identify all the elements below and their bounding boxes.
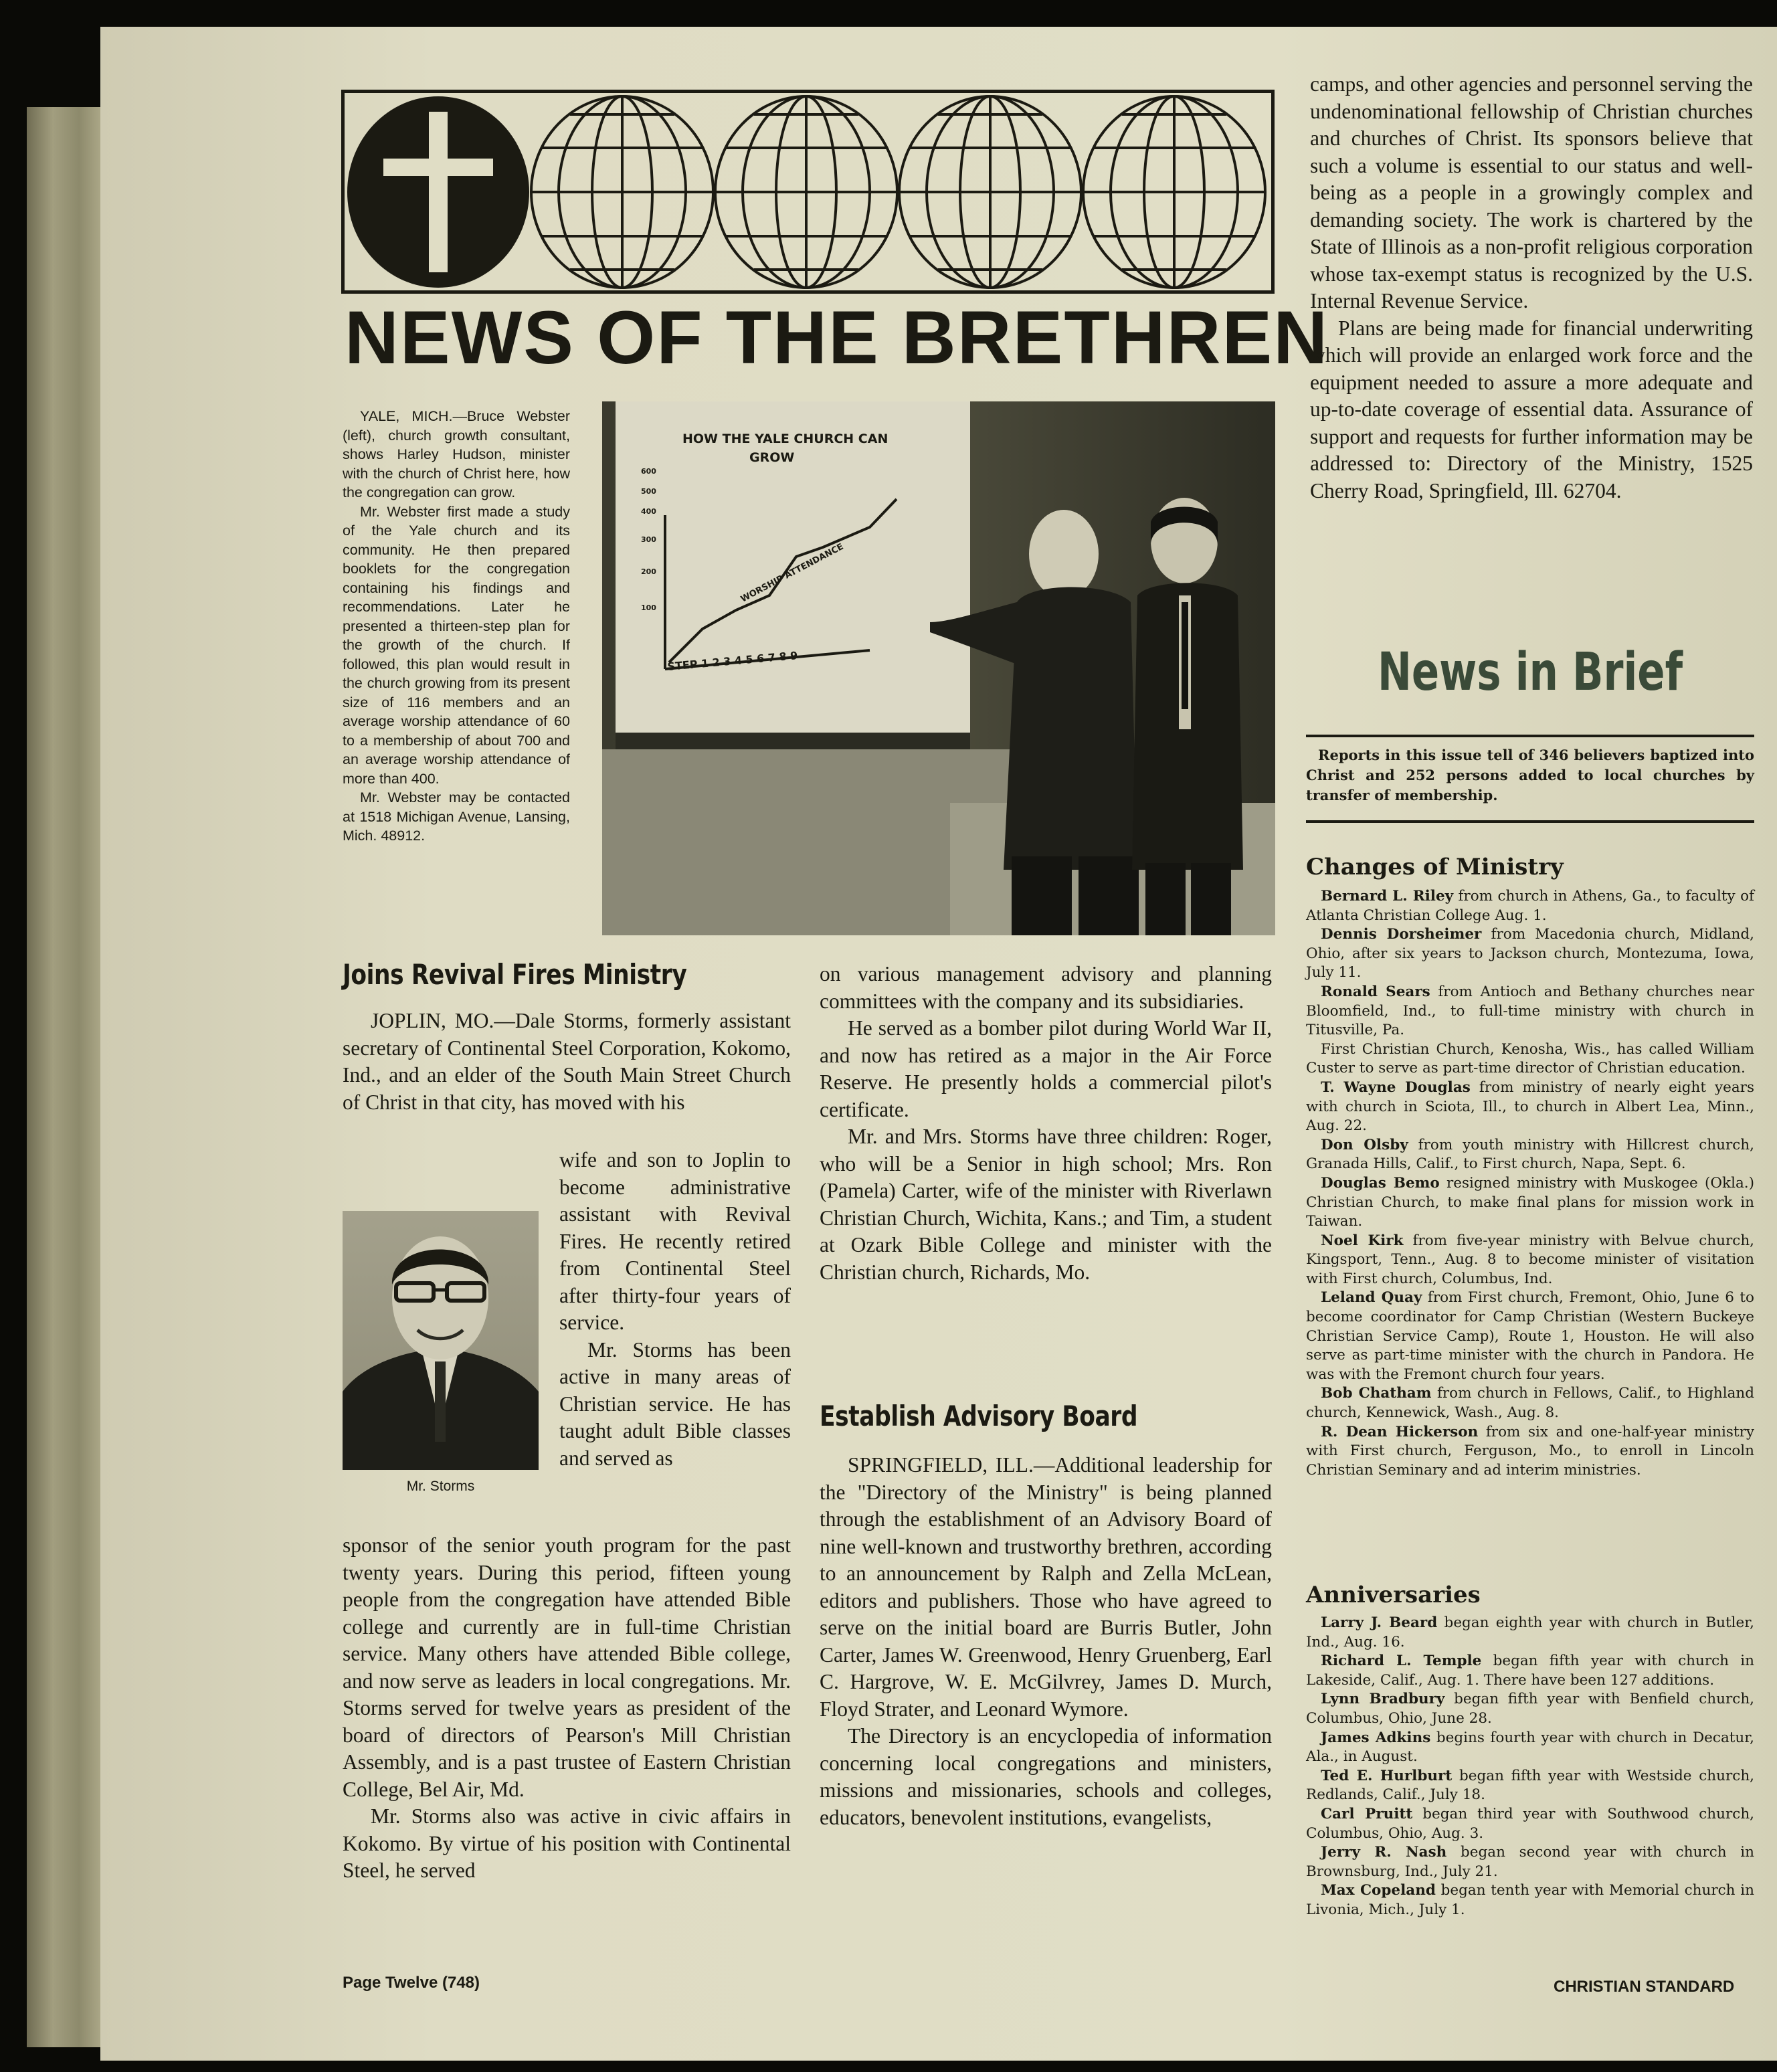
changes-item	[1306, 925, 1754, 983]
changes-item	[1306, 1174, 1754, 1232]
changes-item	[1306, 983, 1754, 1040]
publication-name-footer: CHRISTIAN STANDARD	[1554, 1978, 1735, 1996]
changes-item-text: from youth ministry with Hillcrest church, Granada Hills, Calif., to First church, Napa, Sept. 6.	[1306, 1136, 1754, 1173]
chart-series-label: WORSHIP ATTENDANCE	[739, 541, 846, 605]
chart-y-tick: 100	[641, 603, 656, 612]
anniversary-item-name: Larry J. Beard	[1321, 1614, 1438, 1631]
anniversary-item	[1306, 1614, 1754, 1652]
chart-title-line1: HOW THE YALE CHURCH CAN	[682, 432, 889, 446]
changes-item-name: T. Wayne Douglas	[1321, 1078, 1471, 1096]
chart-title-line2: GROW	[749, 450, 795, 465]
changes-item	[1306, 1040, 1754, 1078]
anniversary-item	[1306, 1843, 1754, 1881]
article1-dateline: JOPLIN, MO.	[371, 1009, 494, 1032]
article2-cont-paragraph: Plans are being made for financial underwriting which will provide an enlarged work force and the equipment needed to assure a more adequate and up-to-date coverage of essential data. Assurance of support and requests for further information may be addressed to: Directory of the Ministry, 1525 Cherry Road, Springfield, Ill. 62704.	[1310, 316, 1753, 502]
article1-continued	[820, 961, 1272, 1286]
changes-list	[1306, 887, 1754, 1480]
photo-caption-column	[343, 407, 570, 846]
article2-continued	[1310, 71, 1753, 504]
changes-item-text: from five-year ministry with Belvue church, Kingsport, Tenn., Aug. 8 to become minister of visitation with First church, Columbus, Ind.	[1306, 1232, 1754, 1287]
changes-item-name: Don Olsby	[1321, 1136, 1408, 1153]
portrait-caption: Mr. Storms	[406, 1479, 475, 1494]
anniversary-item-name: Carl Pruitt	[1321, 1805, 1413, 1822]
changes-item-name: Dennis Dorsheimer	[1321, 926, 1482, 943]
masthead-title: NEWS OF THE BRETHREN	[345, 296, 1329, 379]
chart-y-tick: 600	[641, 467, 656, 476]
anniversary-item	[1306, 1729, 1754, 1767]
anniversary-item-name: Jerry R. Nash	[1321, 1844, 1447, 1861]
changes-item	[1306, 1384, 1754, 1422]
article2-lead: —Additional leadership for the "Directory of the Ministry" is being planned through the establishment of an Advisory Board of nine well-known and trustworthy brethren, according to an announcement by Ralph and Zella McLean, editors and publishers. Those who have agreed to serve on the initial board are Burris Butler, John Carter, James W. Greenwood, Henry Gruenberg, Earl C. Hargrove, W. E. McGilvrey, James D. Murch, Floyd Strater, and Leonard Wymore.	[820, 1453, 1272, 1721]
changes-item-text: from First church, Fremont, Ohio, June 6 to become coordinator for Camp Christian (Western Buckeye Christian Service Camp), Route 1, Houston. He will also serve as part-time minister with the church in Pandora. He was with the Fremont church four years.	[1306, 1289, 1755, 1383]
changes-item-text: from six and one-half-year ministry with First church, Ferguson, Mo., to enroll in Lincoln Christian Seminary and ad interim ministries.	[1306, 1423, 1754, 1479]
article1-wrap-p1: wife and son to Joplin to become administrative assistant with Revival Fires. He recently retired from Continental Steel after thirty-four years of service.	[559, 1148, 791, 1334]
caption-paragraph: YALE, MICH.—Bruce Webster (left), church growth consultant, shows Harley Hudson, minister with the church of Christ here, how the congregation can grow.	[343, 408, 570, 500]
anniversary-item	[1306, 1652, 1754, 1690]
anniversary-item-text: began fifth year with church in Lakeside, Calif., Aug. 1. There have been 127 additions.	[1306, 1653, 1755, 1689]
article1-wrap-p2: Mr. Storms has been active in many areas of Christian service. He has taught adult Bible classes and served as	[559, 1337, 791, 1470]
article1-intro	[343, 1008, 791, 1116]
changes-heading: Changes of Ministry	[1306, 854, 1564, 880]
article2-body	[820, 1452, 1272, 1831]
anniversaries-list	[1306, 1614, 1754, 1920]
changes-item	[1306, 1289, 1754, 1384]
mr-storms-portrait	[343, 1211, 539, 1470]
anniversary-item-text: began eighth year with church in Butler, Ind., Aug. 16.	[1306, 1614, 1754, 1651]
changes-item-name: R. Dean Hickerson	[1321, 1423, 1479, 1440]
church-growth-photo	[602, 401, 1275, 935]
changes-item-text: from Antioch and Bethany churches near Bloomfield, Ind., to full-time ministry with church in Titusville, Pa.	[1306, 983, 1754, 1039]
changes-item	[1306, 1136, 1754, 1174]
caption-paragraph: Mr. Webster may be contacted at 1518 Michigan Avenue, Lansing, Mich. 48912.	[343, 789, 570, 844]
page-number-footer: Page Twelve (748)	[343, 1974, 480, 1992]
anniversary-item-name: James Adkins	[1321, 1729, 1431, 1746]
article2-cont-paragraph: camps, and other agencies and personnel serving the undenominational fellowship of Christian churches and churches of Christ. Its sponsors believe that such a volume is essential to our status and well-being as a people in a growingly complex and demanding society. The work is chartered by the State of Illinois as a non-profit religious corporation whose tax-exempt status is recognized by the U.S. Internal Revenue Service.	[1310, 72, 1753, 312]
anniversary-item	[1306, 1881, 1754, 1919]
changes-item-text: resigned ministry with Muskogee (Okla.) Christian Church, to make final plans for mission work in Taiwan.	[1306, 1174, 1754, 1230]
article1-paragraph: sponsor of the senior youth program for the past twenty years. During this period, fifteen young people from the congregation have attended Bible college and currently are in full-time Christian service. Many others have attended Bible college, and now serve as leaders in local congregations. Mr. Storms served for twelve years as president of the board of directors of Pearson's Mill Christian Assembly, and is a past trustee of Eastern Christian College, Bel Air, Md.	[343, 1533, 791, 1801]
changes-item-name: Bernard L. Riley	[1321, 888, 1454, 905]
chart-x-ticks: STEP 1 2 3 4 5 6 7 8 9	[666, 649, 799, 673]
article2-dateline: SPRINGFIELD, ILL.	[848, 1453, 1034, 1477]
anniversary-item	[1306, 1690, 1754, 1728]
article1-cont-paragraph: He served as a bomber pilot during World War II, and now has retired as a major in the Air Force Reserve. He presently holds a commercial pilot's certificate.	[820, 1016, 1272, 1121]
chart-y-tick: 300	[641, 535, 656, 544]
article1-lead: —Dale Storms, formerly assistant secretary of Continental Steel Corporation, Kokomo, Ind., and an elder of the South Main Street Church of Christ in that city, has moved with his	[343, 1009, 791, 1114]
changes-item-text: from church in Athens, Ga., to faculty of Atlanta Christian College Aug. 1.	[1306, 888, 1754, 924]
article2-heading: Establish Advisory Board	[820, 1400, 1138, 1432]
changes-item-text: First Christian Church, Kenosha, Wis., has called William Custer to serve as part-time director of Christian education.	[1306, 1040, 1754, 1077]
anniversary-item-text: begins fourth year with church in Decatur, Ala., in August.	[1306, 1729, 1754, 1766]
news-in-brief-summary: Reports in this issue tell of 346 believers baptized into Christ and 252 persons added to local churches by transfer of membership.	[1306, 747, 1754, 804]
anniversary-item-text: began second year with church in Brownsburg, Ind., July 21.	[1306, 1844, 1754, 1880]
changes-item-text: from ministry of nearly eight years with church in Sciota, Ill., to church in Albert Lea, Minn., Aug. 22.	[1306, 1078, 1754, 1135]
article1-cont-paragraph: on various management advisory and planning committees with the company and its subsidiaries.	[820, 962, 1272, 1013]
anniversaries-heading: Anniversaries	[1306, 1582, 1481, 1608]
changes-item-name: Noel Kirk	[1321, 1232, 1404, 1249]
caption-paragraph: Mr. Webster first made a study of the Yale church and its community. He then prepared booklets for the congregation containing his findings and recommendations. Later he presented a thirteen-step plan for the growth of the church. If followed, this plan would result in the church growing from its present size of 116 members and an average worship attendance of 60 to a membership of about 700 and an average worship attendance of more than 400.	[343, 503, 570, 787]
masthead-banner-graphic	[341, 90, 1275, 294]
article1-wrap-text	[559, 1147, 791, 1472]
changes-item-name: Leland Quay	[1321, 1289, 1422, 1307]
changes-item-text: from church in Fellows, Calif., to Highland church, Kennewick, Wash., Aug. 8.	[1306, 1385, 1755, 1422]
changes-item-name: Douglas Bemo	[1321, 1174, 1440, 1192]
article1-cont-paragraph: Mr. and Mrs. Storms have three children: Roger, who will be a Senior in high school; Mrs. Ron (Pamela) Carter, wife of the minister with Riverlawn Christian Church, Wichita, Kans.; and Tim, a student at Ozark Bible College and minister with the Christian church, Richards, Mo.	[820, 1125, 1272, 1284]
article2-paragraph: The Directory is an encyclopedia of information concerning local congregations and ministers, missions and missionaries, schools and colleges, educators, benevolent institutions, evangelists,	[820, 1724, 1272, 1829]
changes-item-name: Ronald Sears	[1321, 983, 1430, 1000]
changes-item	[1306, 1078, 1754, 1136]
article1-paragraph: Mr. Storms also was active in civic affairs in Kokomo. By virtue of his position with Continental Steel, he served	[343, 1804, 791, 1882]
anniversary-item-name: Ted E. Hurlburt	[1321, 1767, 1453, 1784]
changes-item-text: from Macedonia church, Midland, Ohio, after six years to Jackson church, Montezuma, Iowa, July 11.	[1306, 926, 1754, 981]
article1-body	[343, 1532, 791, 1885]
anniversary-item-text: began fifth year with Westside church, Redlands, Calif., July 18.	[1306, 1767, 1755, 1804]
news-in-brief-summary-box	[1306, 735, 1754, 823]
changes-item-name: Bob Chatham	[1321, 1385, 1432, 1402]
article1-heading: Joins Revival Fires Ministry	[343, 958, 687, 991]
anniversary-item-name: Lynn Bradbury	[1321, 1691, 1445, 1708]
anniversary-item	[1306, 1805, 1754, 1843]
anniversary-item-text: began third year with Southwood church, Columbus, Ohio, Aug. 3.	[1306, 1805, 1754, 1842]
chart-y-tick: 200	[641, 567, 656, 576]
changes-item	[1306, 887, 1754, 925]
anniversary-item	[1306, 1767, 1754, 1805]
chart-y-tick: 400	[641, 507, 656, 516]
news-in-brief-title: News in Brief	[1377, 642, 1683, 702]
changes-item	[1306, 1232, 1754, 1289]
anniversary-item-name: Max Copeland	[1321, 1882, 1436, 1899]
anniversary-item-text: began fifth year with Benfield church, Columbus, Ohio, June 28.	[1306, 1691, 1754, 1727]
anniversary-item-text: began tenth year with Memorial church in Livonia, Mich., July 1.	[1306, 1882, 1754, 1918]
cross-and-globes-illustration	[345, 93, 1271, 290]
chart-y-tick: 500	[641, 487, 656, 496]
changes-item	[1306, 1423, 1754, 1481]
anniversary-item-name: Richard L. Temple	[1321, 1653, 1482, 1670]
